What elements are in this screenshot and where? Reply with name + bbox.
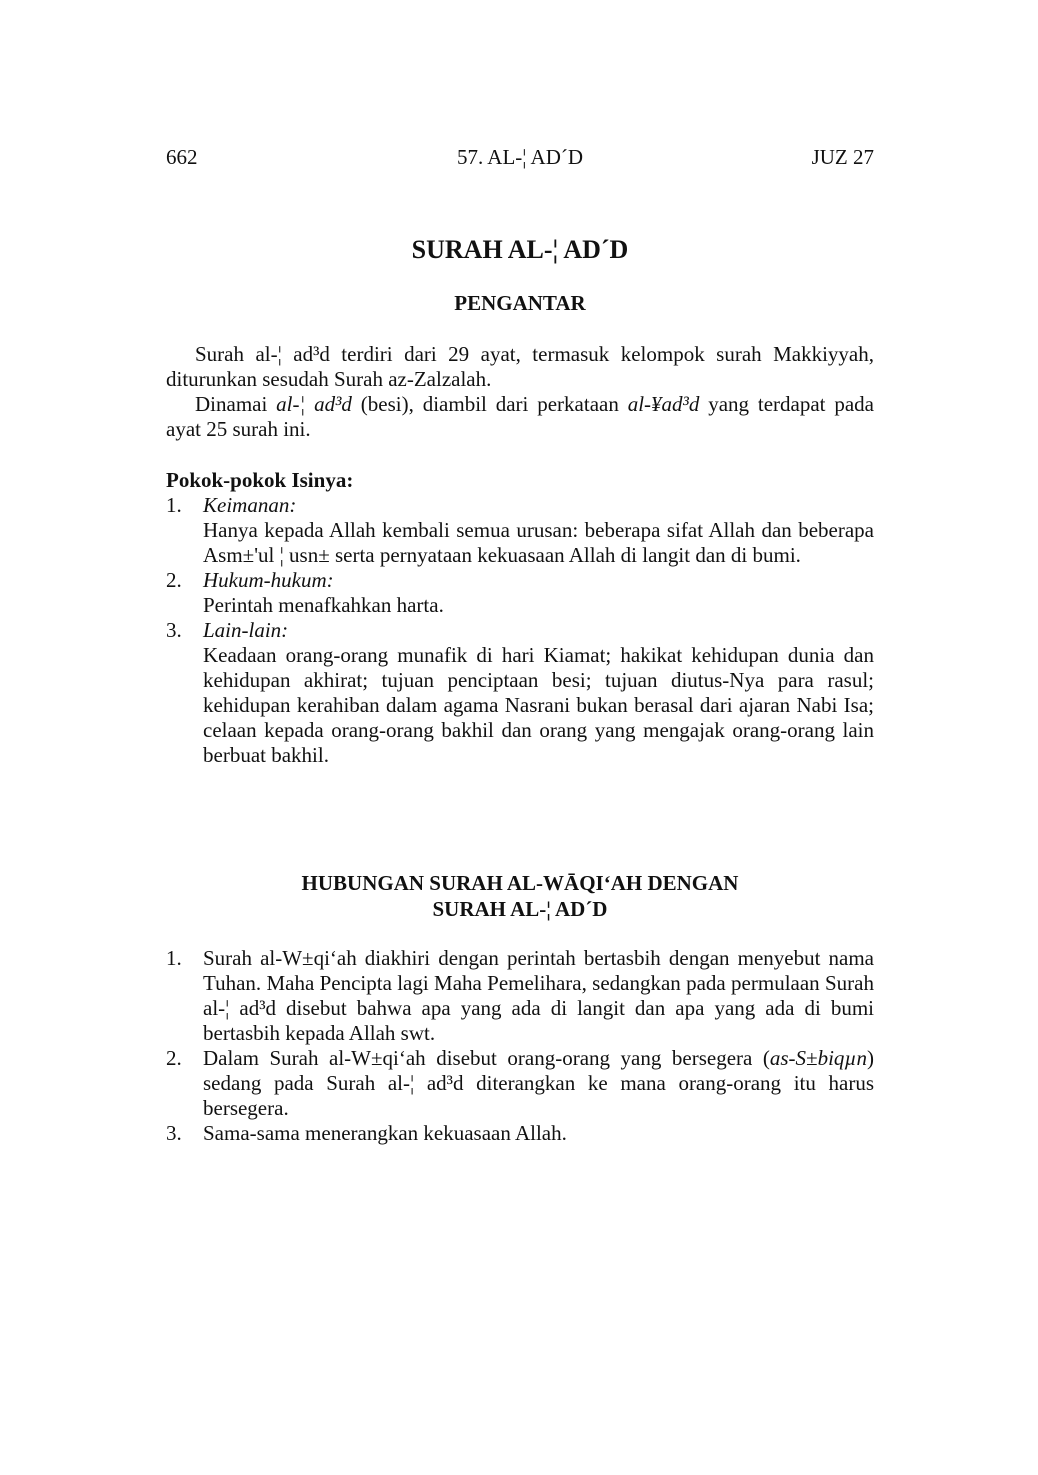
list-item [166, 946, 874, 1046]
running-header [166, 145, 874, 171]
list-marker: 3. [166, 618, 182, 642]
hubungan-heading-line-1: HUBUNGAN SURAH AL-WĀQI‘AH DENGAN [301, 871, 739, 895]
surah-title: SURAH AL-¦ AD´D [411, 235, 629, 264]
list-item [166, 618, 874, 768]
list-item [166, 1121, 874, 1146]
list-item-label: Keimanan: [203, 493, 297, 517]
list-item-text: Surah al-W±qi‘ah diakhiri dengan perintah bertasbih dengan menyebut nama Tuhan. Maha Pencipta lagi Maha Pemelihara, sedangkan pada permulaan Surah al-¦ ad³d disebut bahwa apa yang ada di langit dan apa yang ada di bumi bertasbih kepada Allah swt. [203, 946, 874, 1045]
list-item-text: Sama-sama menerangkan kekuasaan Allah. [203, 1121, 567, 1145]
list-item-text: Hanya kepada Allah kembali semua urusan: beberapa sifat Allah dan beberapa Asm±'ul ¦ usn± serta pernyataan kekuasaan Allah di langit dan di bumi. [203, 518, 874, 567]
intro-p2-b: al-¦ ad³d [276, 392, 352, 416]
intro-p2-d: al-¥ad³d [627, 392, 700, 416]
page-number: 662 [166, 145, 198, 169]
intro-paragraph-1: Surah al-¦ ad³d terdiri dari 29 ayat, termasuk kelompok surah Makkiyyah, diturunkan sesudah Surah az-Zalzalah. [166, 342, 874, 391]
list-item [166, 568, 874, 618]
list-marker: 1. [166, 946, 182, 970]
intro-text [166, 342, 874, 442]
hubungan-heading [166, 870, 874, 922]
pokok-list [166, 493, 874, 768]
list-item-text [203, 1046, 874, 1121]
list-marker: 2. [166, 568, 182, 592]
hubungan-heading-line-2: SURAH AL-¦ AD´D [432, 897, 608, 921]
chapter-title: 57. AL-¦ AD´D [456, 145, 584, 169]
list-item-label: Lain-lain: [203, 618, 289, 642]
list-item [166, 1046, 874, 1121]
hubungan-item2-a: Dalam Surah al-W±qi‘ah disebut orang-orang yang bersegera ( [203, 1046, 770, 1070]
intro-paragraph-2 [166, 392, 874, 442]
list-marker: 2. [166, 1046, 182, 1070]
hubungan-list [166, 946, 874, 1146]
list-marker: 1. [166, 493, 182, 517]
intro-p2-e: yang terdapat pada ayat 25 surah ini. [166, 392, 875, 441]
intro-p2-a: Dinamai [195, 392, 277, 416]
list-item-text: Keadaan orang-orang munafik di hari Kiamat; hakikat kehidupan dunia dan kehidupan akhirat; tujuan penciptaan besi; tujuan diutus-Nya para rasul; kehidupan kerahiban dalam agama Nasrani bukan berasal dari ajaran Nabi Isa; celaan kepada orang-orang bakhil dan orang yang mengajak orang-orang lain berbuat bakhil. [203, 643, 874, 767]
list-marker: 3. [166, 1121, 182, 1145]
list-item-label: Hukum-hukum: [203, 568, 334, 592]
hubungan-item2-c: ) sedang pada Surah al-¦ ad³d diterangkan ke mana orang-orang itu harus bersegera. [203, 1046, 874, 1120]
list-item [166, 493, 874, 568]
pokok-heading: Pokok-pokok Isinya: [166, 468, 354, 492]
juz-label: JUZ 27 [811, 145, 874, 169]
section-title-pengantar: PENGANTAR [454, 291, 586, 315]
intro-p2-c: (besi), diambil dari perkataan [351, 392, 628, 416]
list-item-text: Perintah menafkahkan harta. [203, 593, 444, 617]
hubungan-item2-b: as-S±biqµn [769, 1046, 867, 1070]
